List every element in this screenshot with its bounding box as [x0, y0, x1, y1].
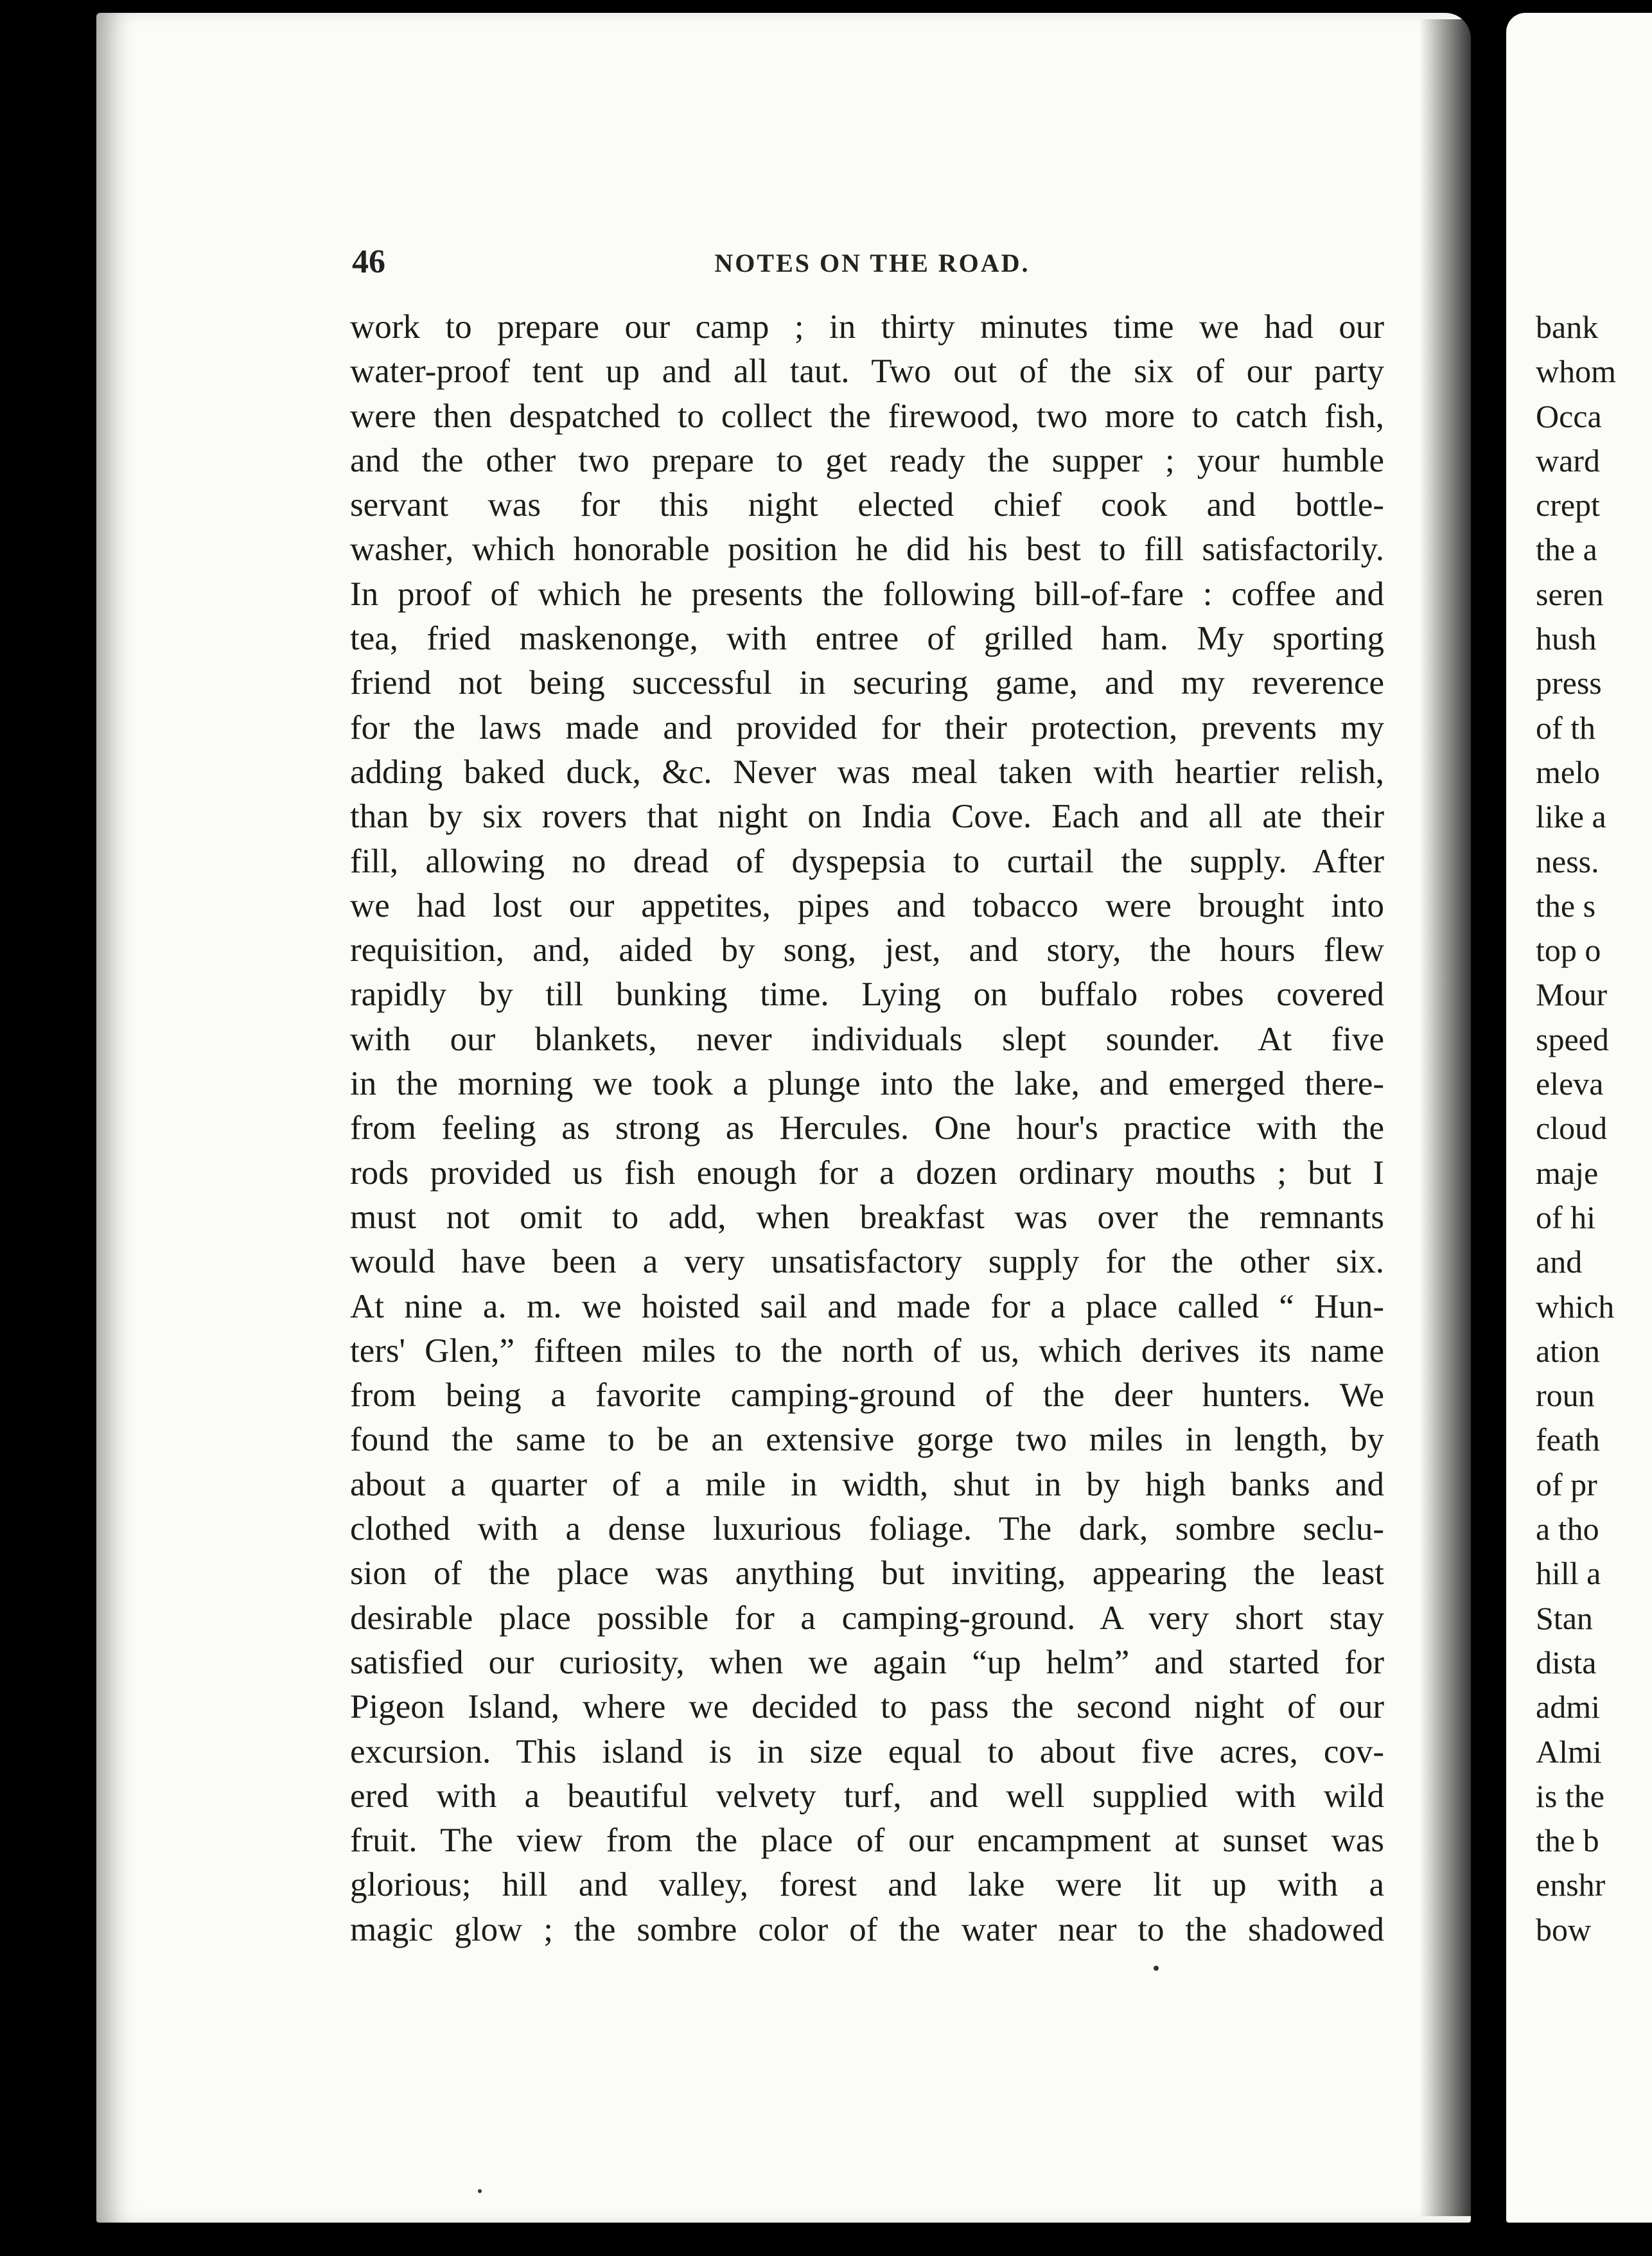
text-line: were then despatched to collect the firewood, two more to catch fish, — [350, 397, 1384, 435]
right-page-text — [1536, 305, 1616, 1952]
fragment-line: which — [1536, 1288, 1615, 1325]
fragment-line: crept — [1536, 487, 1600, 524]
text-line: would have been a very unsatisfactory supply for the other six. — [350, 1243, 1384, 1281]
right-page — [1506, 13, 1652, 2223]
fragment-line: bow — [1536, 1911, 1592, 1948]
fragment-line: cloud — [1536, 1110, 1608, 1147]
text-line: fill, allowing no dread of dyspepsia to curtail the supply. After — [350, 842, 1384, 880]
text-line: washer, which honorable position he did his best to fill satisfactorily. — [350, 531, 1384, 568]
body-text — [350, 305, 1384, 1952]
fragment-line: press — [1536, 665, 1602, 701]
text-line: rapidly by till bunking time. Lying on buffalo robes covered — [350, 976, 1384, 1014]
fragment-line: hush — [1536, 621, 1597, 657]
fragment-line: a tho — [1536, 1511, 1599, 1547]
text-line: excursion. This island is in size equal to about five acres, cov- — [350, 1732, 1384, 1770]
running-head — [352, 243, 1393, 294]
text-line: glorious; hill and valley, forest and lake were lit up with a — [350, 1866, 1384, 1904]
running-title: NOTES ON THE ROAD. — [714, 249, 1030, 278]
book-gutter — [1419, 19, 1490, 2216]
page-number: 46 — [352, 243, 385, 280]
fragment-line: like a — [1536, 798, 1606, 835]
fragment-line: the s — [1536, 887, 1596, 924]
fragment-line: speed — [1536, 1021, 1609, 1057]
fragment-line: melo — [1536, 753, 1600, 790]
text-line: friend not being successful in securing game, and my reverence — [350, 664, 1384, 702]
text-line: servant was for this night elected chief cook and bottle- — [350, 486, 1384, 524]
fragment-line: eleva — [1536, 1066, 1604, 1102]
fragment-line: Mour — [1536, 976, 1608, 1013]
text-line: clothed with a dense luxurious foliage. The dark, sombre seclu- — [350, 1510, 1384, 1548]
text-line: Pigeon Island, where we decided to pass the second night of our — [350, 1688, 1384, 1726]
fragment-line: the b — [1536, 1822, 1599, 1859]
text-line: requisition, and, aided by song, jest, and story, the hours flew — [350, 931, 1384, 969]
text-line: water-proof tent up and all taut. Two out of the six of our party — [350, 353, 1384, 391]
fragment-line: of pr — [1536, 1466, 1597, 1503]
text-line: in the morning we took a plunge into the lake, and emerged there- — [350, 1065, 1384, 1103]
fragment-line: is the — [1536, 1777, 1604, 1814]
fragment-line: Stan — [1536, 1599, 1593, 1636]
text-line: sion of the place was anything but inviting, appearing the least — [350, 1555, 1384, 1592]
text-line: fruit. The view from the place of our encampment at sunset was — [350, 1822, 1384, 1860]
fragment-line: dista — [1536, 1644, 1597, 1680]
text-line: ered with a beautiful velvety turf, and well supplied with wild — [350, 1777, 1384, 1815]
fragment-line: maje — [1536, 1154, 1599, 1191]
fragment-line: top o — [1536, 932, 1601, 969]
fragment-line: the a — [1536, 531, 1597, 568]
text-line: adding baked duck, &c. Never was meal taken with heartier relish, — [350, 753, 1384, 791]
fragment-line: bank — [1536, 309, 1599, 345]
text-line: satisfied our curiosity, when we again “up helm” and started for — [350, 1643, 1384, 1681]
text-line: magic glow ; the sombre color of the water near to the shadowed — [350, 1910, 1384, 1948]
fragment-line: Occa — [1536, 398, 1602, 434]
fragment-line: Almi — [1536, 1733, 1602, 1770]
text-line: than by six rovers that night on India Cove. Each and all ate their — [350, 798, 1384, 836]
fragment-line: admi — [1536, 1689, 1600, 1725]
text-line: for the laws made and provided for their protection, prevents my — [350, 709, 1384, 746]
text-line: tea, fried maskenonge, with entree of grilled ham. My sporting — [350, 620, 1384, 658]
text-line: from feeling as strong as Hercules. One hour's practice with the — [350, 1109, 1384, 1147]
text-line: work to prepare our camp ; in thirty minutes time we had our — [350, 308, 1384, 346]
text-line: with our blankets, never individuals slept sounder. At five — [350, 1020, 1384, 1058]
fragment-line: of hi — [1536, 1199, 1596, 1235]
ink-speck — [1154, 1966, 1159, 1971]
text-line: rods provided us fish enough for a dozen ordinary mouths ; but I — [350, 1154, 1384, 1192]
text-line: desirable place possible for a camping-ground. A very short stay — [350, 1599, 1384, 1637]
fragment-line: enshr — [1536, 1867, 1606, 1903]
text-line: we had lost our appetites, pipes and tobacco were brought into — [350, 886, 1384, 924]
fragment-line: feath — [1536, 1422, 1600, 1458]
fragment-line: hill a — [1536, 1555, 1601, 1592]
fragment-line: ation — [1536, 1332, 1600, 1369]
text-line: found the same to be an extensive gorge two miles in length, by — [350, 1421, 1384, 1459]
text-line: and the other two prepare to get ready the supper ; your humble — [350, 441, 1384, 479]
text-line: In proof of which he presents the following bill-of-fare : coffee and — [350, 575, 1384, 613]
fragment-line: and — [1536, 1244, 1583, 1280]
fragment-line: roun — [1536, 1377, 1595, 1414]
fragment-line: of th — [1536, 709, 1596, 746]
text-line: At nine a. m. we hoisted sail and made for a place called “ Hun- — [350, 1287, 1384, 1325]
fragment-line: ness. — [1536, 843, 1599, 879]
fragment-line: seren — [1536, 576, 1604, 612]
fragment-line: ward — [1536, 442, 1600, 479]
text-line: from being a favorite camping-ground of the deer hunters. We — [350, 1377, 1384, 1414]
text-line: about a quarter of a mile in width, shut in by high banks and — [350, 1465, 1384, 1503]
text-line: ters' Glen,” fifteen miles to the north of us, which derives its name — [350, 1332, 1384, 1370]
text-line: must not omit to add, when breakfast was over the remnants — [350, 1198, 1384, 1236]
ink-speck — [478, 2189, 482, 2193]
fragment-line: whom — [1536, 353, 1616, 390]
